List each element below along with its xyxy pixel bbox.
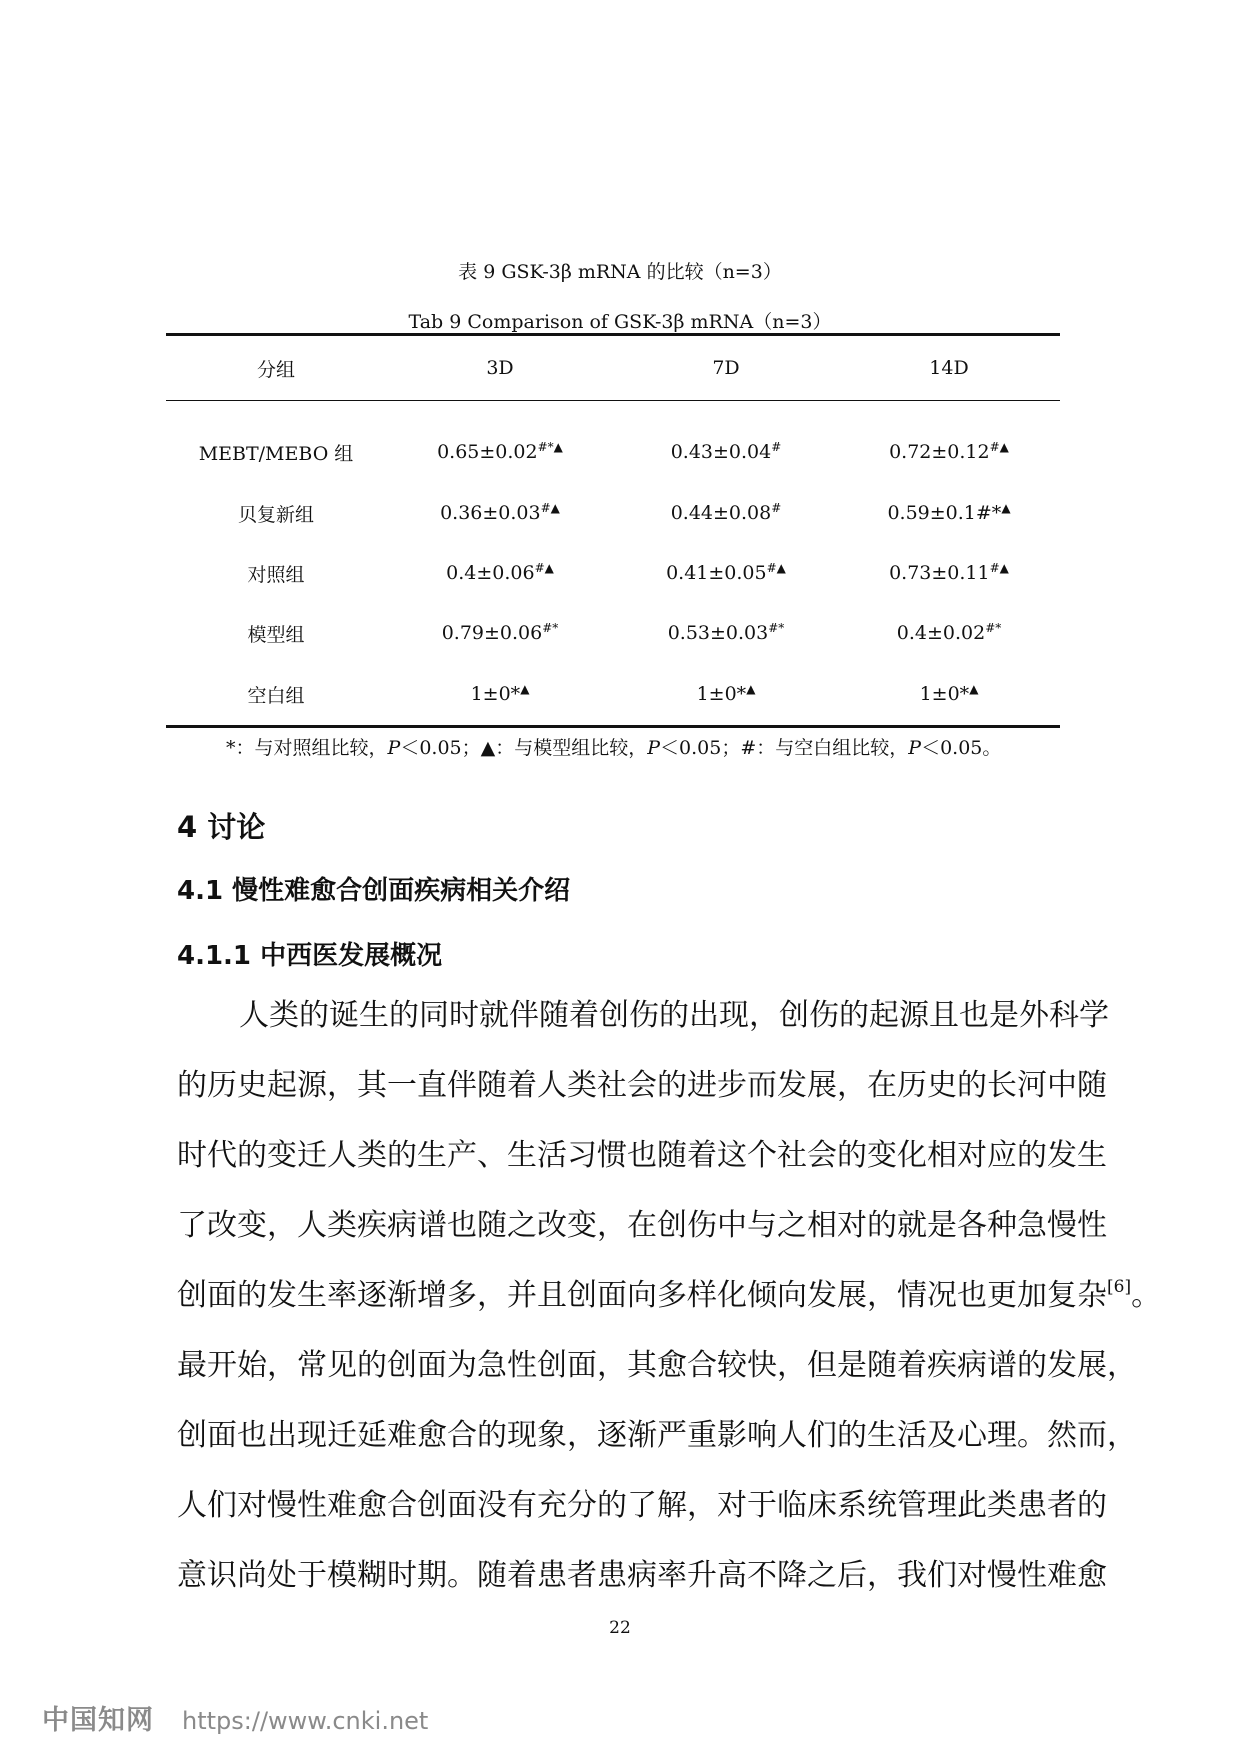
subsubsection-heading: 4.1.1 中西医发展概况	[177, 941, 443, 971]
cell-value: 0.4±0.06#▲	[446, 561, 554, 584]
group-name: 贝复新组	[237, 503, 314, 526]
watermark-footer	[42, 1698, 428, 1737]
cell-value: 0.79±0.06#*	[441, 621, 559, 644]
table-header-row	[166, 335, 1060, 401]
table-row	[166, 603, 1060, 663]
body-line: 人类的诞生的同时就伴随着创伤的出现，创伤的起源且也是外科学	[239, 998, 1109, 1033]
group-name: 对照组	[247, 563, 305, 586]
body-paragraph	[177, 992, 1162, 1622]
body-line: 时代的变迁人类的生产、生活习惯也随着这个社会的变化相对应的发生	[177, 1138, 1107, 1173]
table-row	[166, 663, 1060, 727]
gsk3b-table	[166, 333, 1060, 728]
table-caption-cn: 表 9 GSK-3β mRNA 的比较（n=3）	[458, 261, 782, 283]
body-line: 最开始，常见的创面为急性创面，其愈合较快，但是随着疾病谱的发展，	[177, 1348, 1137, 1383]
column-header-14d: 14D	[838, 335, 1060, 401]
table-row	[166, 543, 1060, 603]
cell-value: 0.43±0.04#	[670, 440, 782, 463]
cell-value: 0.65±0.02#*▲	[437, 440, 563, 463]
table-row	[166, 483, 1060, 543]
cell-value: 0.36±0.03#▲	[440, 501, 560, 524]
cell-value: 0.72±0.12#▲	[889, 440, 1009, 463]
subsection-heading: 4.1 慢性难愈合创面疾病相关介绍	[177, 876, 571, 906]
body-line: 创面也出现迁延难愈合的现象，逐渐严重影响人们的生活及心理。然而，	[177, 1418, 1137, 1453]
cell-value: 0.44±0.08#	[670, 501, 782, 524]
group-name: MEBT/MEBO 组	[198, 442, 354, 465]
column-header-3d: 3D	[386, 335, 614, 401]
body-line: 人们对慢性难愈合创面没有充分的了解，对于临床系统管理此类患者的	[177, 1488, 1107, 1523]
column-header-7d: 7D	[614, 335, 838, 401]
body-line: 的历史起源，其一直伴随着人类社会的进步而发展，在历史的长河中随	[177, 1068, 1107, 1103]
body-line: 意识尚处于模糊时期。随着患者患病率升高不降之后，我们对慢性难愈	[177, 1558, 1107, 1593]
cell-value: 0.4±0.02#*	[896, 621, 1002, 644]
citation-ref: [6]	[1107, 1277, 1132, 1297]
body-line: 了改变，人类疾病谱也随之改变，在创伤中与之相对的就是各种急慢性	[177, 1208, 1107, 1243]
cell-value: 0.41±0.05#▲	[666, 561, 786, 584]
cell-value: 1±0*▲	[838, 663, 1060, 727]
cell-value: 1±0*▲	[386, 663, 614, 727]
column-header-group: 分组	[166, 335, 386, 401]
group-name: 模型组	[247, 623, 305, 646]
cnki-logo-text: 中国知网	[42, 1705, 154, 1736]
table-caption-en: Tab 9 Comparison of GSK-3β mRNA（n=3）	[408, 311, 832, 333]
section-heading: 4 讨论	[177, 810, 266, 844]
body-line: 创面的发生率逐渐增多，并且创面向多样化倾向发展，情况也更加复杂[6]。	[177, 1277, 1162, 1313]
cell-value: 0.53±0.03#*	[667, 621, 785, 644]
table-row	[166, 401, 1060, 484]
cnki-url: https://www.cnki.net	[182, 1707, 429, 1735]
cell-value: 0.73±0.11#▲	[889, 561, 1009, 584]
cell-value: 0.59±0.1#*▲	[887, 501, 1011, 524]
cell-value: 1±0*▲	[614, 663, 838, 727]
group-name: 空白组	[166, 663, 386, 727]
table-footnote: *：与对照组比较，P＜0.05；▲：与模型组比较，P＜0.05；#：与空白组比较，P＜0.05。	[226, 737, 1002, 759]
page-number: 22	[609, 1618, 631, 1638]
